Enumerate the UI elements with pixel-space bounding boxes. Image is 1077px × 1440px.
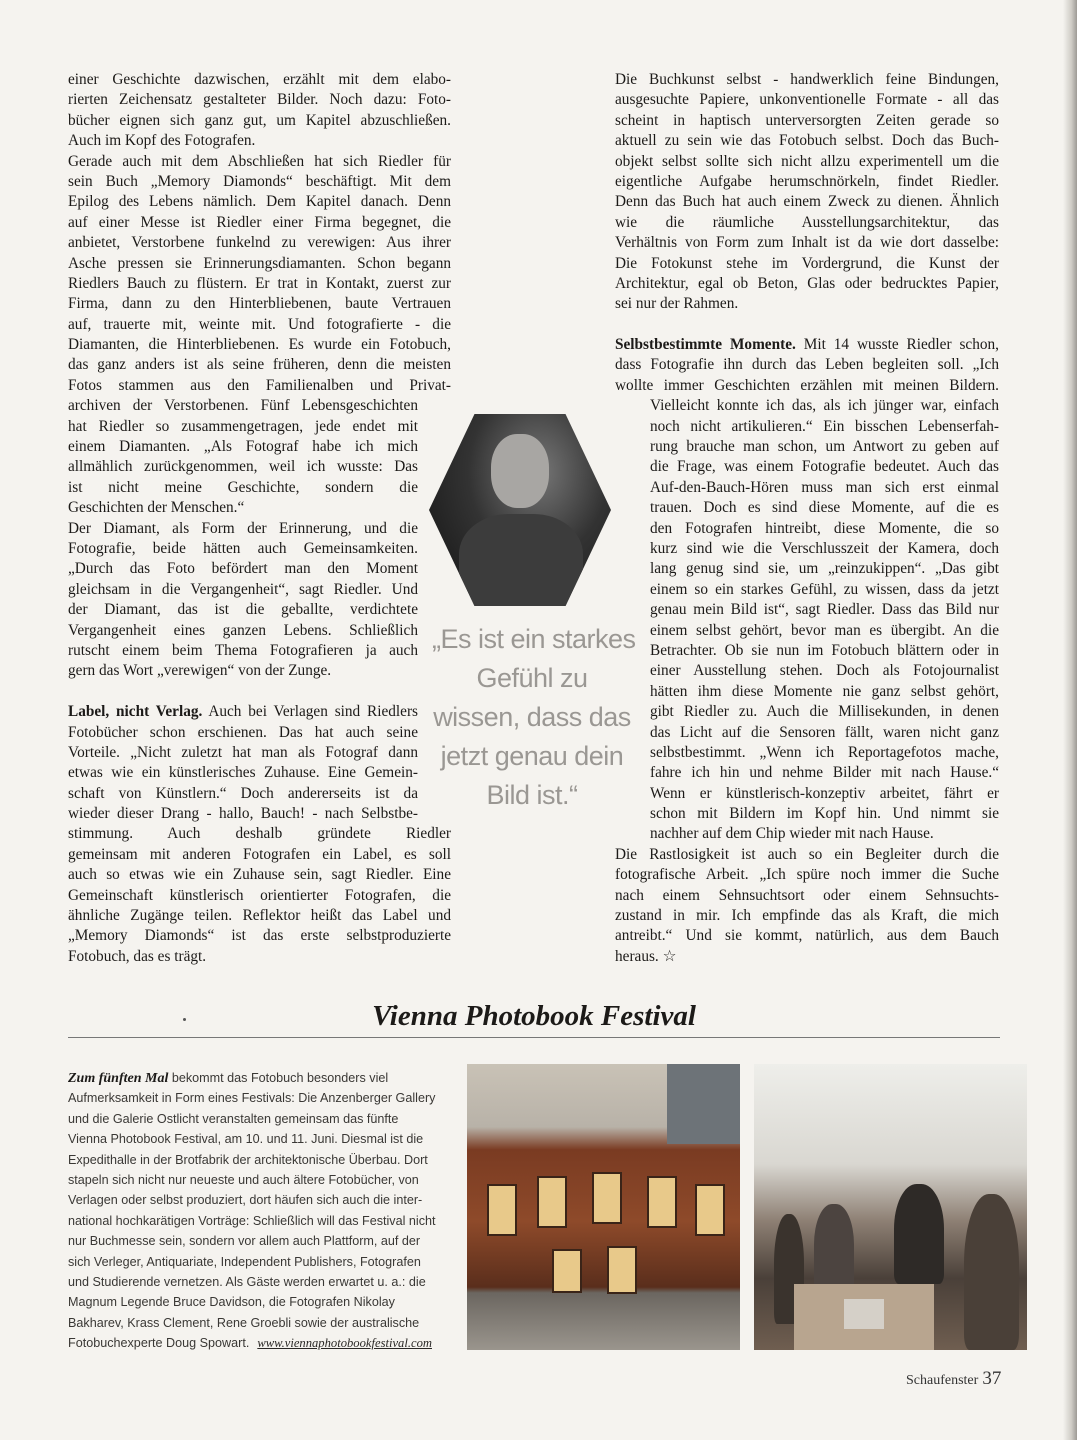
text-line	[615, 131, 999, 151]
text-line	[650, 641, 999, 661]
text-line	[650, 763, 999, 783]
line-text: Geschichten der Menschen.“	[68, 499, 245, 517]
page-number: 37	[982, 1368, 1002, 1389]
pull-quote	[432, 620, 636, 815]
line-text: wieder dieser Drang - hallo, Bauch! - nach Selbstbe-	[68, 805, 418, 823]
line-text: fotografische Arbeit. „Ich spüre noch immer die Suche	[615, 866, 999, 884]
line-text: „Durch das Foto befördert man den Moment	[68, 560, 418, 578]
text-line	[68, 600, 418, 620]
box-text-line	[68, 1068, 450, 1088]
text-line	[615, 865, 999, 885]
text-line	[615, 213, 999, 233]
line-text: fahre ich hin und nehme Bilder mit nach Hause.“	[650, 764, 999, 782]
text-line	[650, 417, 999, 437]
line-text: heraus. ☆	[615, 947, 677, 965]
text-line	[68, 213, 451, 233]
text-line	[68, 152, 451, 172]
text-line	[68, 478, 418, 498]
line-text: allmählich zurückgenommen, weil ich wusste: Das	[68, 458, 418, 476]
line-text: Bakharev, Krass Clement, Rene Groebli sowie der australische	[68, 1315, 420, 1330]
text-line	[68, 906, 451, 926]
pull-quote-line: jetzt genau dein	[440, 741, 624, 771]
text-line	[68, 498, 418, 518]
line-text: einem selbst gehört, bevor man es übergibt. An die	[650, 621, 999, 639]
text-line	[650, 621, 999, 641]
line-text: stimmung. Auch deshalb gründete Riedler	[68, 825, 451, 843]
box-text-line	[68, 1292, 450, 1312]
line-text: und Studierende vernetzen. Als Gäste werden erwartet u. a.: die	[68, 1274, 426, 1289]
line-text: Auch bei Verlagen sind Riedlers	[202, 703, 418, 721]
text-line	[650, 498, 999, 518]
page-footer	[906, 1368, 1001, 1390]
box-text-line	[68, 1088, 450, 1108]
box-text-line	[68, 1231, 450, 1251]
line-text: Fotografie, beide hätten auch Gemeinsamkeiten.	[68, 539, 418, 557]
line-text: nachher auf dem Chip wieder mit nach Hause.	[650, 825, 934, 843]
line-text: trauen. Doch es sind diese Momente, auf die es	[650, 499, 999, 517]
text-line	[615, 906, 999, 926]
line-text: Vielleicht konnte ich das, als ich jünger war, einfach	[650, 397, 999, 415]
text-line	[650, 702, 999, 722]
left-article-column	[68, 70, 451, 967]
line-text: auch so etwas wie ein Zuhause sein, sagt Riedler. Eine	[68, 866, 451, 884]
text-line	[615, 845, 999, 865]
magazine-name: Schaufenster	[906, 1373, 979, 1388]
pull-quote-line: „Es ist ein starkes	[432, 624, 636, 654]
line-text: gibt Riedler zu. Auch die Millisekunden, in denen	[650, 703, 999, 721]
festival-hall-photo	[754, 1064, 1027, 1350]
text-line	[615, 152, 999, 172]
line-text: Expedithalle in der Brotfabrik der architektonische Überbau. Dort	[68, 1152, 428, 1167]
line-text: das Licht auf die Sensoren fällt, waren nicht ganz	[650, 723, 999, 741]
line-text: sein Buch „Memory Diamonds“ beschäftigt. Mit dem	[68, 172, 451, 190]
line-text: hätten ihm diese Momente nie ganz selbst gehört,	[650, 682, 999, 700]
line-text: national hochkarätigen Vorträge: Schließlich will das Festival nicht	[68, 1213, 436, 1228]
box-text-line	[68, 1333, 450, 1353]
text-line	[615, 90, 999, 110]
text-line	[68, 886, 451, 906]
box-text-line	[68, 1252, 450, 1272]
text-line	[68, 437, 418, 457]
text-line	[615, 254, 999, 274]
line-text: Gerade auch mit dem Abschließen hat sich Riedler für	[68, 152, 451, 170]
line-text: Verlagen oder selbst produziert, dort häufen sich auch die inter-	[68, 1193, 423, 1208]
box-title: Vienna Photobook Festival	[372, 1000, 696, 1032]
line-text: bekommt das Fotobuch besonders viel	[168, 1071, 389, 1085]
text-line	[68, 845, 451, 865]
line-text: zustand in mir. Ich empfinde das als Kraft, die mich	[615, 907, 999, 925]
line-text: Fotos stammen aus den Familienalben und Privat-	[68, 376, 451, 394]
text-line	[68, 376, 451, 396]
line-text: stapeln sich nicht nur neueste und auch ältere Fotobücher, von	[68, 1172, 419, 1187]
line-text: Epilog des Lebens nämlich. Dem Kapitel danach. Denn	[68, 193, 451, 211]
festival-box-text	[68, 1068, 450, 1353]
line-text: rutscht einem beim Thema Fotografieren ja auch	[68, 641, 418, 659]
line-text: anbietet, Verstorbene funkelnd zu verewigen: Aus ihrer	[68, 234, 451, 252]
line-text: Vorteile. „Nicht zuletzt hat man als Fotograf dann	[68, 743, 418, 761]
line-text: kurz sind wie die Verschlusszeit der Kamera, doch	[650, 539, 999, 557]
page-edge-shadow	[1063, 0, 1077, 1440]
text-line	[615, 355, 999, 375]
pull-quote-line: Gefühl zu	[476, 663, 588, 693]
text-line	[68, 355, 451, 375]
line-text: archiven der Verstorbenen. Fünf Lebensgeschichten	[68, 397, 418, 415]
line-text: „Memory Diamonds“ ist das erste selbstproduzierte	[68, 927, 451, 945]
line-text: etwas wie ein künstlerisches Zuhause. Eine Gemein-	[68, 764, 418, 782]
text-line	[615, 376, 999, 396]
line-text: die Frage, was einem Fotografie bedeutet. Auch das	[650, 458, 999, 476]
line-text: Fotobücher schon erschienen. Das hat auch seine	[68, 723, 418, 741]
line-text: genau mein Bild ist“, sagt Riedler. Dass das Bild nur	[650, 601, 999, 619]
line-text: Firma, dann zu den Hinterbliebenen, baute Vertrauen	[68, 295, 451, 313]
box-lead-in: Zum fünften Mal	[68, 1071, 169, 1086]
text-line	[68, 743, 418, 763]
text-line	[650, 580, 999, 600]
text-line	[650, 559, 999, 579]
paragraph-lead-in: Label, nicht Verlag.	[68, 703, 203, 721]
text-line	[68, 926, 451, 946]
line-text: Betrachter. Ob sie nun im Fotobuch blättern oder in	[650, 641, 999, 659]
line-text: lang genug sind sie, um „reinzukippen“. „Das gibt	[650, 560, 999, 578]
box-text-line	[68, 1170, 450, 1190]
text-line	[615, 335, 999, 355]
pull-quote-line: wissen, dass das	[433, 702, 631, 732]
text-line	[650, 539, 999, 559]
line-text: hat Riedler so zusammengetragen, jede endet mit	[68, 417, 418, 435]
text-line	[650, 784, 999, 804]
line-text: der Diamant, das ist die geballte, verdichtete	[68, 601, 418, 619]
text-line	[68, 254, 451, 274]
line-text: Asche pressen sie Erinnerungsdiamanten. Schon begann	[68, 254, 451, 272]
box-text-line	[68, 1109, 450, 1129]
line-text: scheint in haptisch unterversorgten Zeiten gerade so	[615, 111, 999, 129]
box-text-line	[68, 1129, 450, 1149]
line-text: und die Galerie Ostlicht veranstalten gemeinsam das fünfte	[68, 1111, 399, 1126]
text-line	[650, 396, 999, 416]
festival-website-link[interactable]: www.viennaphotobookfestival.com	[257, 1336, 432, 1351]
text-line	[650, 661, 999, 681]
line-text: Magnum Legende Bruce Davidson, die Fotografen Nikolay	[68, 1295, 395, 1310]
line-text: wie die räumliche Ausstellungsarchitektur, das	[615, 213, 999, 231]
line-text: rung brauche man schon, um Antwort zu geben auf	[650, 438, 999, 456]
line-text: sich Verleger, Antiquariate, Independent Publishers, Fotografen	[68, 1254, 421, 1269]
text-line	[68, 580, 418, 600]
line-text: nach einem Sehnsuchtsort oder einem Sehnsuchts-	[615, 886, 999, 904]
text-line	[615, 926, 999, 946]
line-text: gern das Wort „verewigen“ von der Zunge.	[68, 662, 332, 680]
text-line	[68, 539, 418, 559]
text-line	[615, 172, 999, 192]
text-line	[68, 315, 451, 335]
text-line	[615, 111, 999, 131]
box-text-line	[68, 1272, 450, 1292]
line-text: sei nur der Rahmen.	[615, 295, 739, 313]
text-line	[615, 886, 999, 906]
text-line	[615, 294, 999, 314]
text-line	[68, 417, 418, 437]
line-text: gleichsam in die Vergangenheit“, sagt Riedler. Und	[68, 580, 418, 598]
line-text: auf einer Messe ist Riedler einer Firma begegnet, die	[68, 213, 451, 231]
text-line	[615, 192, 999, 212]
text-line	[68, 294, 451, 314]
line-text: ist nicht meine Geschichte, sondern die	[68, 478, 418, 496]
line-text: Denn das Buch hat auch einem Zweck zu dienen. Ähnlich	[615, 193, 999, 211]
text-line	[68, 396, 418, 416]
line-text: antreibt.“ Und sie kommt, natürlich, aus dem Bauch	[615, 927, 999, 945]
line-text: einer Geschichte dazwischen, erzählt mit dem elabo-	[68, 71, 451, 88]
text-line	[650, 600, 999, 620]
line-text: ausgesuchte Papiere, unkonventionelle Formate - all das	[615, 91, 999, 109]
text-line	[68, 70, 451, 90]
line-text: Architektur, egal ob Beton, Glas oder bedrucktes Papier,	[615, 274, 999, 292]
line-text: noch nicht artikulieren.“ Ein bisschen Lebenserfah-	[650, 417, 999, 435]
line-text: Die Buchkunst selbst - handwerklich feine Bindungen,	[615, 71, 999, 88]
text-line	[68, 723, 418, 743]
line-text: schaft von Künstlern.“ Doch andererseits ist da	[68, 784, 418, 802]
text-line	[615, 274, 999, 294]
text-line	[68, 641, 418, 661]
text-line	[68, 131, 451, 151]
text-line	[68, 865, 451, 885]
line-text: gemeinsam mit anderen Fotografen ein Label, es soll	[68, 845, 451, 863]
text-line	[68, 947, 451, 967]
text-line	[650, 437, 999, 457]
line-text: einem Diamanten. „Als Fotograf habe ich mich	[68, 438, 418, 456]
line-text: rierten Zeichensatz gestalteter Bilder. Noch dazu: Foto-	[68, 91, 451, 109]
line-text: Auf-den-Bauch-Hören muss man sich erst einmal	[650, 478, 999, 496]
text-line	[68, 90, 451, 110]
line-text: wollte immer Geschichten erzählen mit meinen Bildern.	[615, 376, 999, 394]
text-line	[68, 192, 451, 212]
text-line	[650, 478, 999, 498]
line-text: Vienna Photobook Festival, am 10. und 11. Juni. Diesmal ist die	[68, 1132, 424, 1147]
line-text: aktuell zu sein wie das Fotobuch selbst. Doch das Buch-	[615, 132, 999, 150]
text-line	[650, 457, 999, 477]
line-text: den Fotografen hintreibt, diese Momente, die so	[650, 519, 999, 537]
line-text: Riedlers Bauch zu flüstern. Er trat in Kontakt, zuerst zur	[68, 274, 451, 292]
line-text: eigentliche Aufgabe herumschnörkeln, findet Riedler.	[615, 172, 999, 190]
text-line	[650, 824, 999, 844]
blank-line	[68, 682, 451, 702]
text-line	[68, 763, 418, 783]
text-line	[68, 621, 418, 641]
line-text: schon mit Bildern im Kopf hin. Und nimmt sie	[650, 805, 999, 823]
title-rule-divider	[68, 1037, 1000, 1038]
text-line	[650, 743, 999, 763]
line-text: das ganz anders ist als seine früheren, denn die meisten	[68, 356, 451, 374]
line-text: Die Rastlosigkeit ist auch so ein Begleiter durch die	[615, 845, 999, 863]
line-text: selbstbestimmt. „Wenn ich Reportagefotos mache,	[650, 743, 999, 761]
line-text: Der Diamant, als Form der Erinnerung, und die	[68, 519, 418, 537]
text-line	[68, 559, 418, 579]
box-text-line	[68, 1211, 450, 1231]
text-line	[650, 723, 999, 743]
text-line	[650, 682, 999, 702]
line-text: Die Fotokunst stehe im Vordergrund, die Kunst der	[615, 254, 999, 272]
box-text-line	[68, 1150, 450, 1170]
text-line	[68, 111, 451, 131]
text-line	[615, 233, 999, 253]
line-text: Auch im Kopf des Fotografen.	[68, 132, 256, 150]
text-line	[68, 519, 418, 539]
right-article-column	[615, 70, 999, 967]
line-text: ähnliche Zugänge teilen. Reflektor heißt das Label und	[68, 907, 451, 925]
text-line	[68, 702, 418, 722]
line-text: bücher eignen sich ganz gut, um Kapitel abzuschließen.	[68, 111, 451, 129]
text-line	[650, 519, 999, 539]
building-exterior-photo	[467, 1064, 740, 1350]
line-text: Aufmerksamkeit in Form eines Festivals: Die Anzenberger Gallery	[68, 1091, 436, 1106]
box-text-line	[68, 1313, 450, 1333]
line-text: einem so ein starkes Gefühl, zu wissen, dass da jetzt	[650, 580, 999, 598]
pull-quote-line: Bild ist.“	[486, 780, 578, 810]
line-text: dass Fotografie ihn durch das Leben begleiten soll. „Ich	[615, 356, 999, 374]
paragraph-lead-in: Selbstbestimmte Momente.	[615, 336, 796, 354]
text-line	[68, 172, 451, 192]
box-text-line	[68, 1190, 450, 1210]
text-line	[68, 233, 451, 253]
portrait-photo-hexagon	[429, 414, 611, 606]
text-line	[615, 70, 999, 90]
line-text: einer Ausstellung stehen. Doch als Fotojournalist	[650, 662, 999, 680]
text-line	[615, 947, 999, 967]
text-line	[68, 335, 451, 355]
line-text: Vergangenheit eines ganzen Lebens. Schließlich	[68, 621, 418, 639]
line-text: Fotobuch, das es trägt.	[68, 947, 207, 965]
line-text: objekt selbst sollte sich nicht allzu experimentell um die	[615, 152, 999, 170]
text-line	[68, 804, 418, 824]
line-text: Verhältnis von Form zum Inhalt ist da wie dort dasselbe:	[615, 234, 999, 252]
text-line	[68, 274, 451, 294]
text-line	[68, 457, 418, 477]
line-text: Gemeinschaft künstlerisch orientierter Fotografen, die	[68, 886, 451, 904]
line-text: Wenn er künstlerisch-konzeptiv arbeitet, fährt er	[650, 784, 999, 802]
text-line	[650, 804, 999, 824]
line-text: Diamanten, die Hinterbliebenen. Es wurde ein Fotobuch,	[68, 336, 451, 354]
line-text: Mit 14 wusste Riedler schon,	[795, 336, 999, 354]
blank-line	[615, 315, 999, 335]
line-text: Fotobuchexperte Doug Spowart.	[68, 1336, 250, 1351]
text-line	[68, 784, 418, 804]
text-line	[68, 824, 451, 844]
line-text: nur Buchmesse sein, sondern vor allem auch Plattform, auf der	[68, 1234, 421, 1249]
text-line	[68, 661, 418, 681]
line-text: auf, trauerte mit, weinte mit. Und fotografierte - die	[68, 315, 451, 333]
